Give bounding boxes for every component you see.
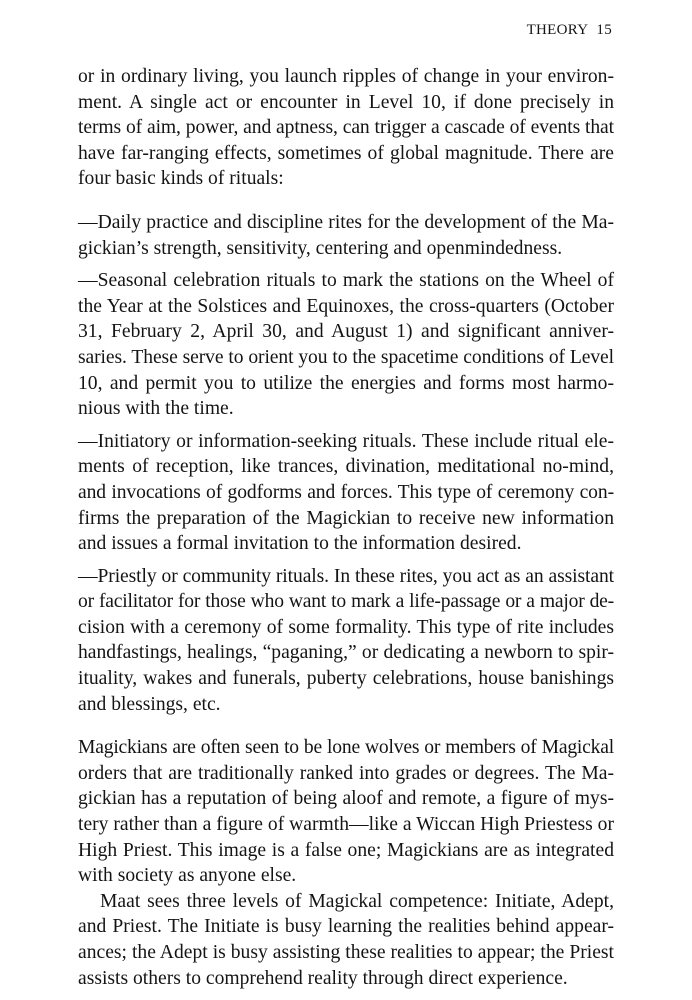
paragraph-lone-wolves — [78, 735, 614, 889]
text-line: saries. These serve to orient you to the spacetime conditions of Level — [78, 346, 614, 368]
text-line: terms of aim, power, and aptness, can trigger a cascade of events that — [78, 117, 614, 139]
text-line: —Daily practice and discipline rites for the development of the Ma- — [78, 211, 614, 233]
text-line: or facilitator for those who want to mark a life-passage or a major de- — [78, 591, 614, 613]
text-line: or in ordinary living, you launch ripples of change in your environ- — [78, 66, 614, 87]
text-line: and Priest. The Initiate is busy learning the realities behind appear- — [78, 916, 614, 938]
text-line: gickian has a reputation of being aloof and remote, a figure of mys- — [78, 788, 614, 810]
text-line: —Priestly or community rituals. In these rites, you act as an assistant — [78, 565, 614, 587]
text-line: Maat sees three levels of Magickal competence: Initiate, Adept, — [100, 890, 614, 912]
paragraph-seasonal-rituals — [78, 268, 614, 422]
page-number: 15 — [596, 22, 612, 38]
text-line: nious with the time. — [78, 398, 234, 420]
text-line: firms the preparation of the Magickian to receive new information — [78, 507, 614, 529]
paragraph-levels-of-competence — [78, 889, 614, 991]
text-line: Magickians are often seen to be lone wolves or members of Magickal — [78, 737, 614, 759]
text-line: cision with a ceremony of some formality. This type of rite includes — [78, 616, 614, 638]
text-line: the Year at the Solstices and Equinoxes, the cross-quarters (October — [78, 295, 614, 317]
text-line: ment. A single act or encounter in Level 10, if done precisely in — [78, 91, 614, 113]
text-line: High Priest. This image is a false one; Magickians are as integrated — [78, 839, 614, 861]
text-line: ances; the Adept is busy assisting these realities to appear; the Priest — [78, 942, 614, 963]
text-line: 10, and permit you to utilize the energies and forms most harmo- — [78, 372, 614, 394]
running-header — [527, 22, 612, 39]
paragraph-ripples-of-change — [78, 64, 614, 192]
text-line: orders that are traditionally ranked into grades or degrees. The Ma- — [78, 762, 614, 784]
text-line: —Initiatory or information-seeking rituals. These include ritual ele- — [78, 430, 614, 452]
paragraph-daily-practice — [78, 210, 614, 261]
text-line: and blessings, etc. — [78, 693, 221, 715]
text-line: have far-ranging effects, sometimes of global magnitude. There are — [78, 142, 614, 164]
text-line: gickian’s strength, sensitivity, centering and openmindedness. — [78, 237, 563, 259]
text-line: assists others to comprehend reality through direct experience. — [78, 967, 568, 989]
text-line: —Seasonal celebration rituals to mark the stations on the Wheel of — [78, 270, 614, 292]
text-line: handfastings, healings, “paganing,” or dedicating a newborn to spir- — [78, 642, 614, 664]
section-title: THEORY — [526, 22, 589, 38]
text-line: ments of reception, like trances, divination, meditational no-mind, — [78, 456, 614, 478]
paragraph-initiatory-rituals — [78, 429, 614, 557]
text-line: with society as anyone else. — [78, 865, 297, 887]
text-line: four basic kinds of rituals: — [78, 168, 284, 190]
text-line: and issues a formal invitation to the information desired. — [78, 533, 522, 555]
text-line: and invocations of godforms and forces. This type of ceremony con- — [78, 481, 614, 503]
body-text — [78, 64, 614, 991]
paragraph-priestly-rituals — [78, 564, 614, 718]
text-line: 31, February 2, April 30, and August 1) and significant anniver- — [78, 321, 614, 343]
text-line: tery rather than a figure of warmth—like a Wiccan High Priestess or — [78, 814, 614, 836]
text-line: ituality, wakes and funerals, puberty celebrations, house banishings — [78, 668, 614, 690]
